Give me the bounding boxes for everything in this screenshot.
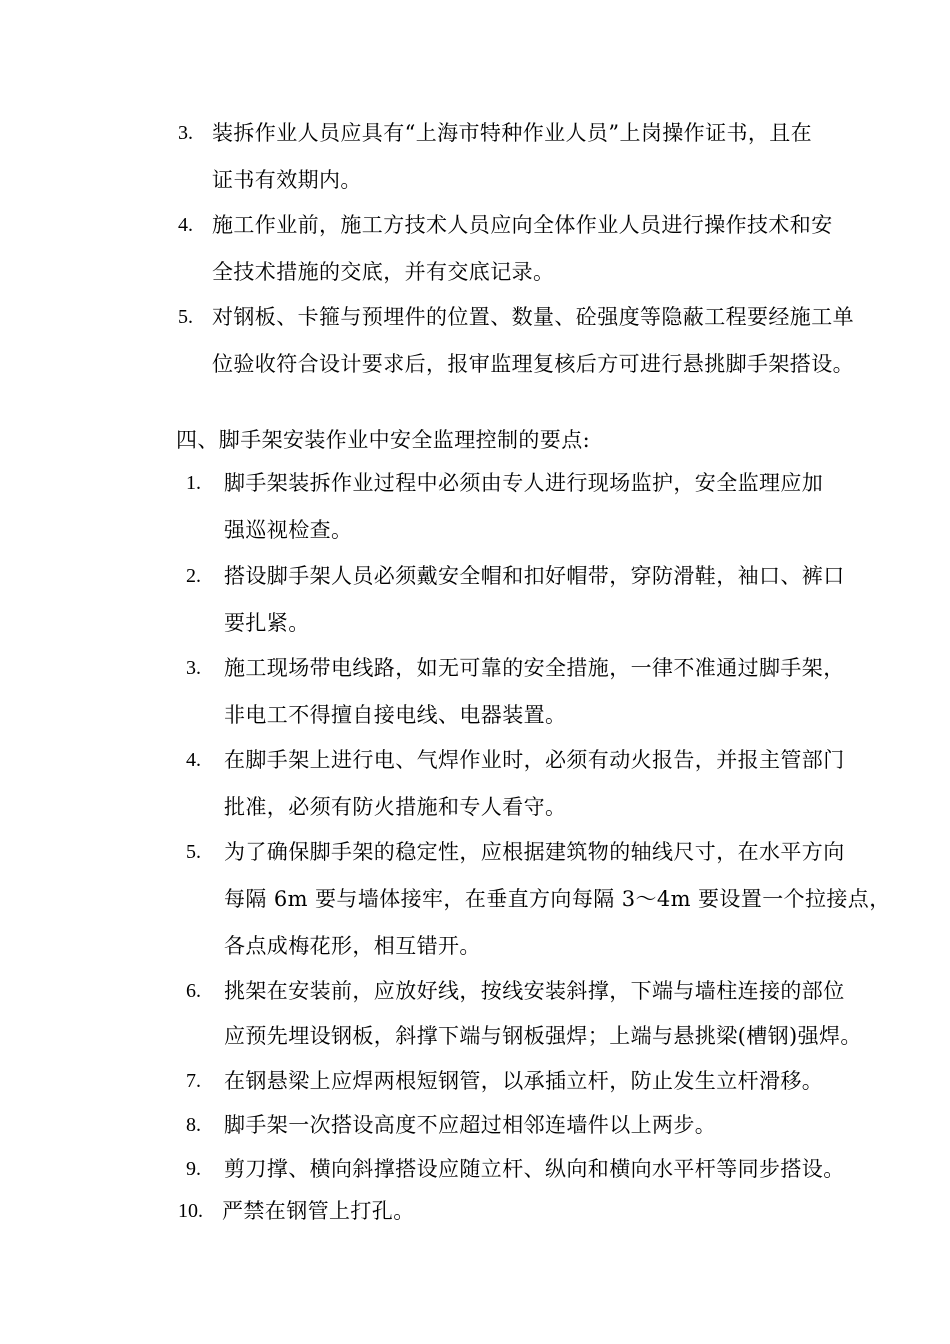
item-text-line: 批准，必须有防火措施和专人看守。	[224, 795, 567, 819]
item-number: 10.	[178, 1200, 203, 1222]
item-number: 3.	[178, 122, 193, 144]
item-text-line: 施工作业前，施工方技术人员应向全体作业人员进行操作技术和安	[212, 213, 833, 237]
item-number: 5.	[186, 841, 201, 863]
item-text-line: 要扎紧。	[224, 611, 310, 635]
item-number: 1.	[186, 472, 201, 494]
item-text-line: 在钢悬梁上应焊两根短钢管，以承插立杆，防止发生立杆滑移。	[224, 1069, 824, 1093]
item-text-line: 装拆作业人员应具有“上海市特种作业人员”上岗操作证书，且在	[212, 121, 813, 145]
section-heading: 四、脚手架安装作业中安全监理控制的要点:	[176, 428, 591, 452]
item-text-line: 位验收符合设计要求后，报审监理复核后方可进行悬挑脚手架搭设。	[212, 352, 854, 376]
item-text-line: 应预先埋设钢板，斜撑下端与钢板强焊；上端与悬挑梁(槽钢)强焊。	[224, 1024, 862, 1048]
item-text-line: 每隔 6m 要与墙体接牢，在垂直方向每隔 3～4m 要设置一个拉接点，	[224, 887, 891, 911]
item-number: 8.	[186, 1114, 201, 1136]
item-text-line: 证书有效期内。	[212, 168, 362, 192]
item-number: 2.	[186, 565, 201, 587]
item-number: 5.	[178, 306, 193, 328]
item-text-line: 挑架在安装前，应放好线，按线安装斜撑，下端与墙柱连接的部位	[224, 979, 845, 1003]
item-text-line: 剪刀撑、横向斜撑搭设应随立杆、纵向和横向水平杆等同步搭设。	[224, 1157, 845, 1181]
item-text-line: 为了确保脚手架的稳定性，应根据建筑物的轴线尺寸，在水平方向	[224, 840, 845, 864]
item-text-line: 全技术措施的交底，并有交底记录。	[212, 260, 555, 284]
item-number: 4.	[178, 214, 193, 236]
item-text-line: 搭设脚手架人员必须戴安全帽和扣好帽带，穿防滑鞋，袖口、裤口	[224, 564, 845, 588]
item-text-line: 在脚手架上进行电、气焊作业时，必须有动火报告，并报主管部门	[224, 748, 845, 772]
item-number: 7.	[186, 1070, 201, 1092]
item-number: 6.	[186, 980, 201, 1002]
item-number: 4.	[186, 749, 201, 771]
item-text-line: 施工现场带电线路，如无可靠的安全措施，一律不准通过脚手架，	[224, 656, 845, 680]
item-number: 3.	[186, 657, 201, 679]
item-text-line: 对钢板、卡箍与预埋件的位置、数量、砼强度等隐蔽工程要经施工单	[212, 305, 854, 329]
item-text-line: 非电工不得擅自接电线、电器装置。	[224, 703, 567, 727]
item-text-line: 脚手架装拆作业过程中必须由专人进行现场监护，安全监理应加	[224, 471, 824, 495]
item-text-line: 各点成梅花形，相互错开。	[224, 934, 481, 958]
item-number: 9.	[186, 1158, 201, 1180]
item-text-line: 严禁在钢管上打孔。	[222, 1199, 415, 1223]
item-text-line: 脚手架一次搭设高度不应超过相邻连墙件以上两步。	[224, 1113, 717, 1137]
item-text-line: 强巡视检查。	[224, 518, 353, 542]
